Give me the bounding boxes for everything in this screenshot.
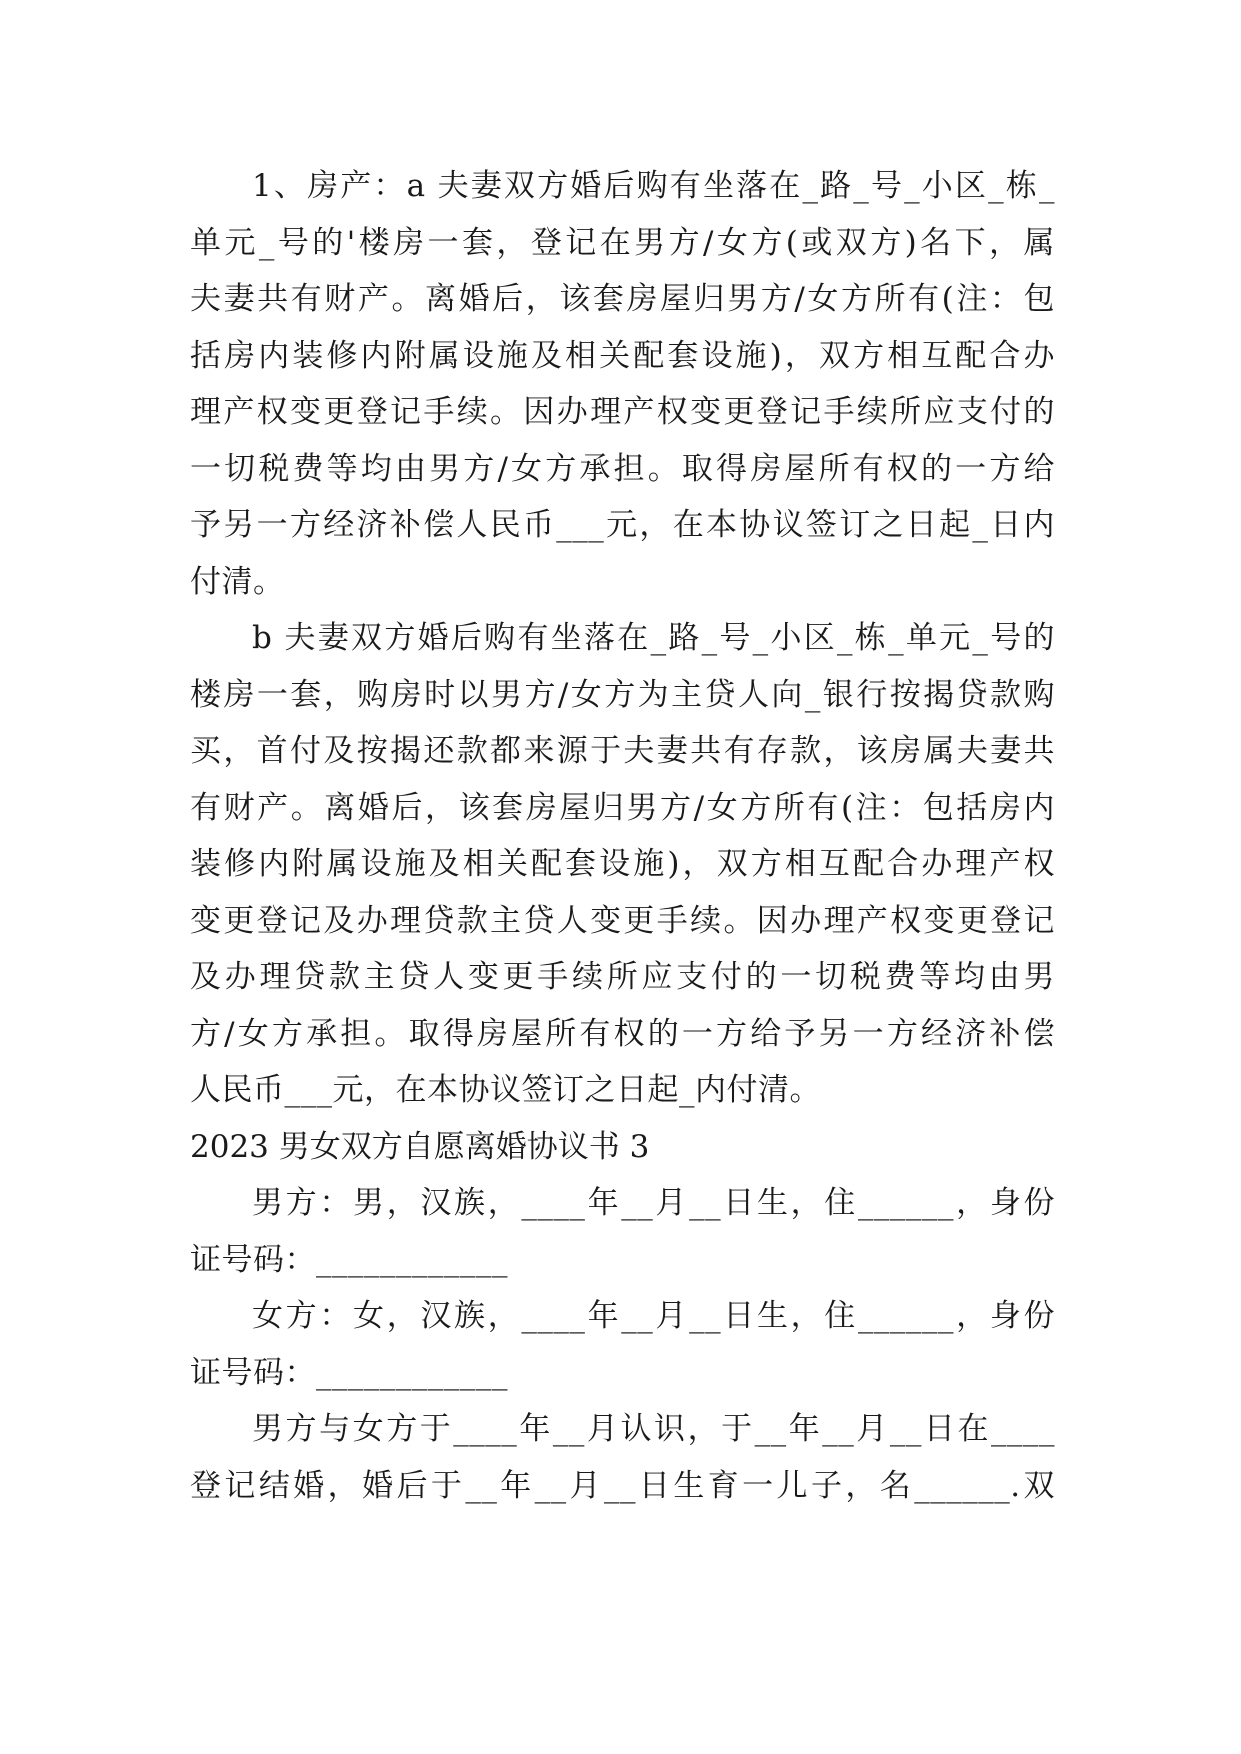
paragraph-line: 变更登记及办理贷款主贷人变更手续。因办理产权变更登记 [190, 902, 1055, 939]
paragraph-line: 证号码：____________ [190, 1354, 508, 1391]
paragraph-line: 男方与女方于____年__月认识，于__年__月__日在____ [252, 1411, 1055, 1447]
paragraph-line: 夫妻共有财产。离婚后，该套房屋归男方/女方所有(注：包 [190, 281, 1055, 317]
paragraph-line: 女方：女，汉族，____年__月__日生，住______，身份 [252, 1298, 1055, 1334]
paragraph-line: 单元_号的'楼房一套，登记在男方/女方(或双方)名下，属 [190, 224, 1055, 261]
paragraph-line: 一切税费等均由男方/女方承担。取得房屋所有权的一方给 [190, 450, 1055, 487]
paragraph-line: 登记结婚，婚后于__年__月__日生育一儿子，名______.双 [190, 1467, 1055, 1504]
paragraph-line: 括房内装修内附属设施及相关配套设施)，双方相互配合办 [190, 337, 1055, 374]
document-body [190, 158, 1055, 1514]
section-heading: 2023 男女双方自愿离婚协议书 3 [190, 1128, 650, 1165]
paragraph-line: 楼房一套，购房时以男方/女方为主贷人向_银行按揭贷款购 [190, 676, 1055, 713]
paragraph-line: 1、房产：a 夫妻双方婚后购有坐落在_路_号_小区_栋_ [252, 168, 1055, 204]
paragraph-line: 予另一方经济补偿人民币___元，在本协议签订之日起_日内 [190, 507, 1055, 543]
paragraph-line: 方/女方承担。取得房屋所有权的一方给予另一方经济补偿 [190, 1015, 1055, 1052]
paragraph-line: 男方：男，汉族，____年__月__日生，住______，身份 [252, 1185, 1055, 1221]
paragraph-line: 付清。 [190, 563, 285, 600]
paragraph-line: 理产权变更登记手续。因办理产权变更登记手续所应支付的 [190, 394, 1055, 430]
paragraph-line: 买，首付及按揭还款都来源于夫妻共有存款，该房属夫妻共 [190, 733, 1055, 769]
paragraph-line: 有财产。离婚后，该套房屋归男方/女方所有(注：包括房内 [190, 789, 1055, 826]
paragraph-line: b 夫妻双方婚后购有坐落在_路_号_小区_栋_单元_号的 [252, 620, 1055, 656]
paragraph-line: 人民币___元，在本协议签订之日起_内付清。 [190, 1072, 821, 1108]
paragraph-line: 及办理贷款主贷人变更手续所应支付的一切税费等均由男 [190, 959, 1055, 995]
paragraph-line: 装修内附属设施及相关配套设施)，双方相互配合办理产权 [190, 846, 1055, 882]
paragraph-line: 证号码：____________ [190, 1241, 508, 1278]
